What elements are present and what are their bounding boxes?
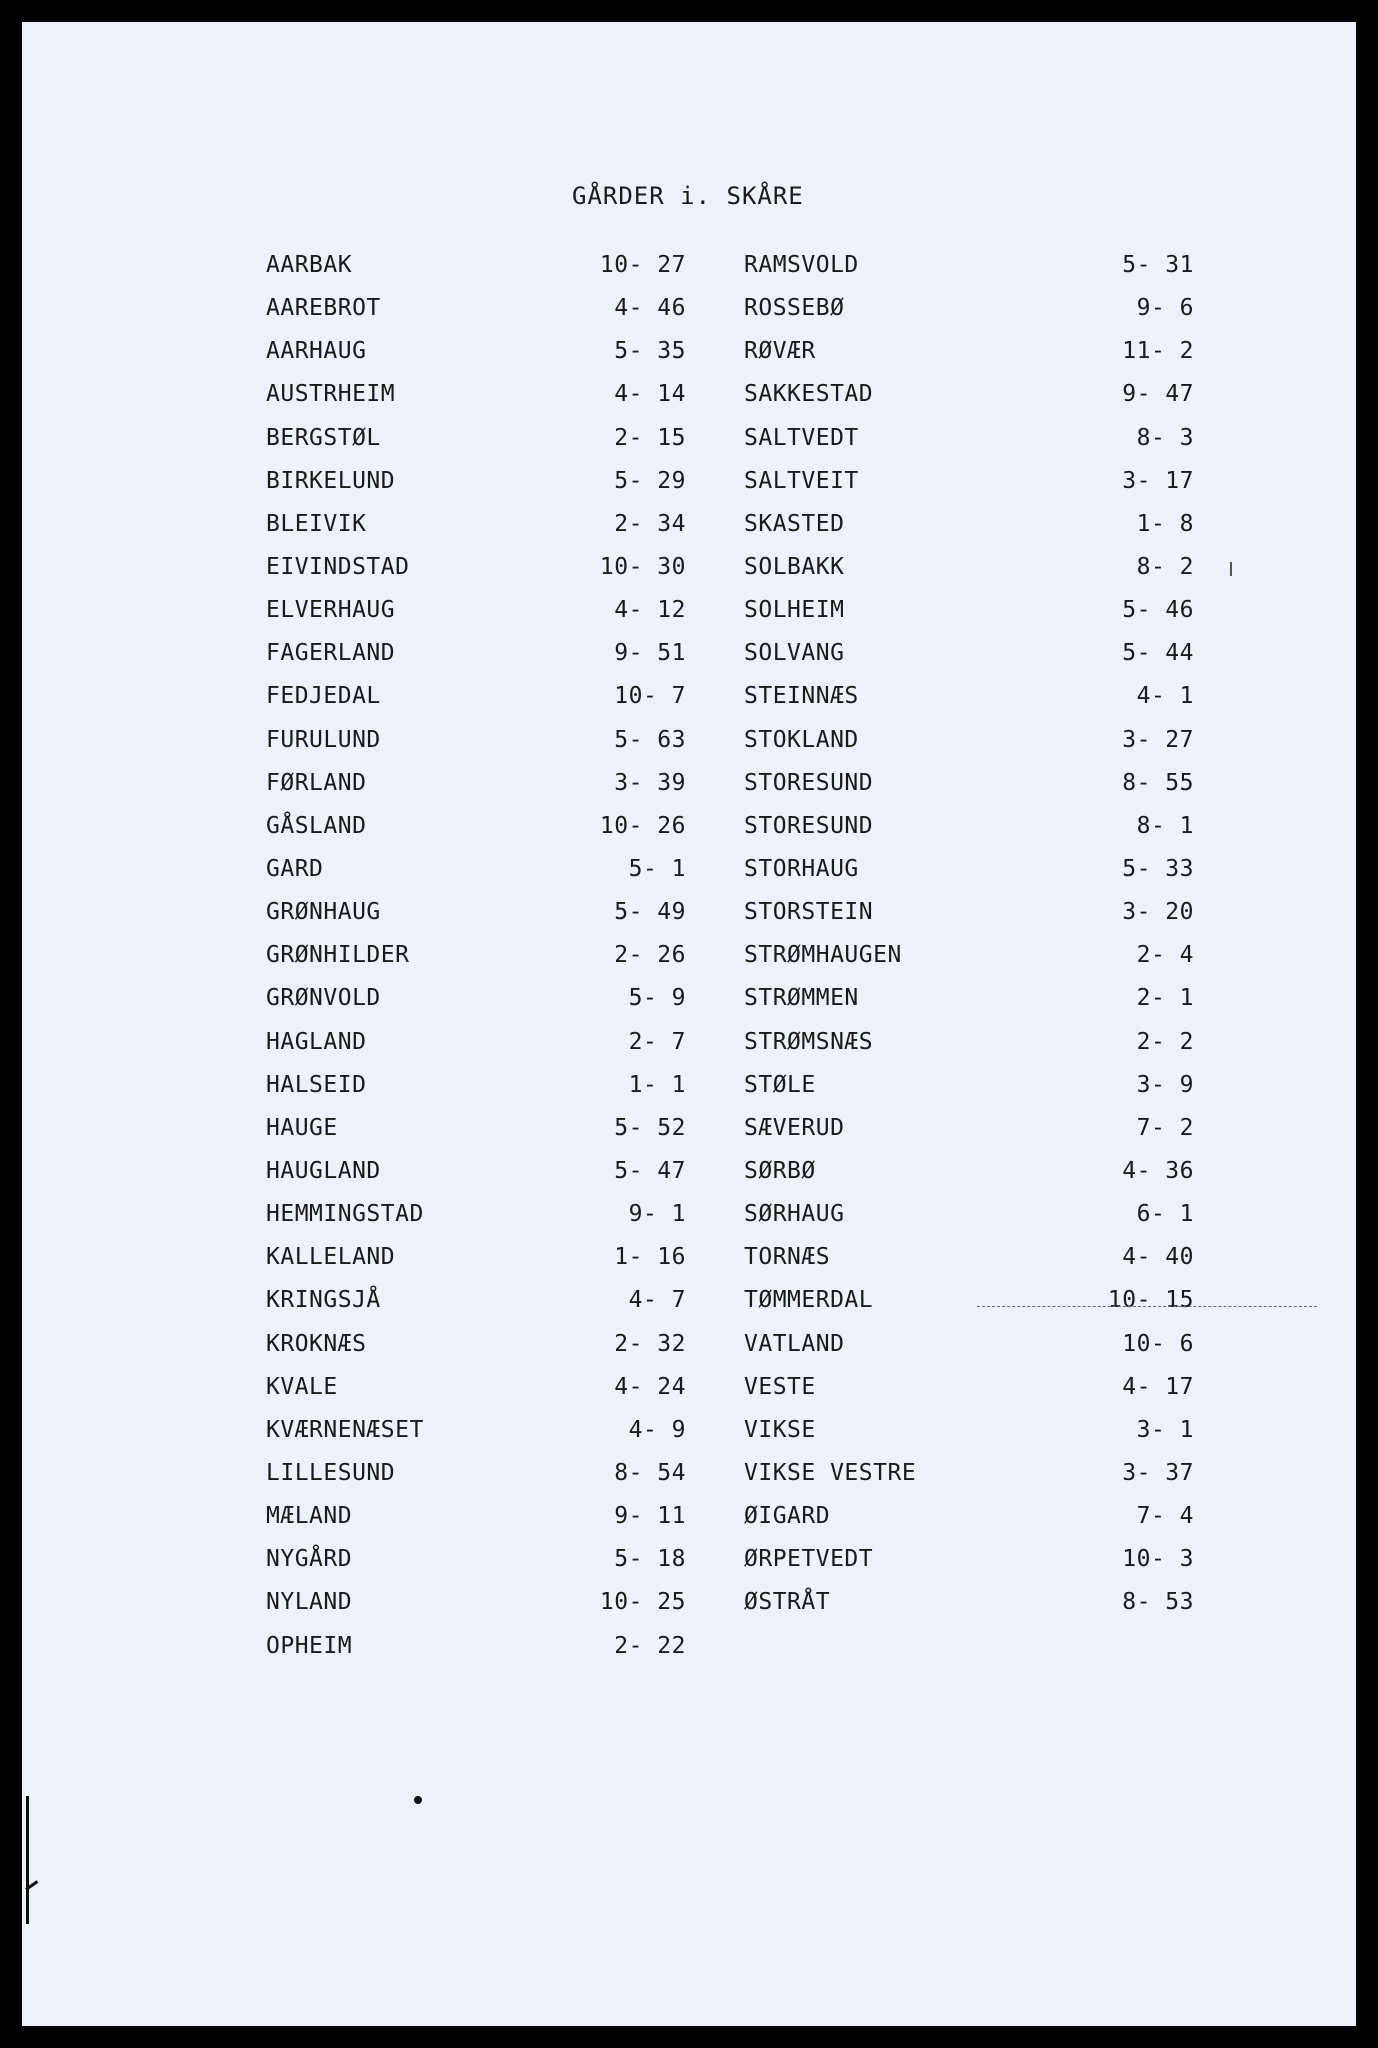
farm-number: 10- 3 xyxy=(1122,1546,1194,1573)
farm-number: 2- 22 xyxy=(614,1632,686,1659)
farm-name: OPHEIM xyxy=(266,1632,353,1659)
farm-name: TORNÆS xyxy=(744,1244,831,1271)
farm-name: FEDJEDAL xyxy=(266,683,381,710)
farm-name: ØSTRÅT xyxy=(744,1589,831,1616)
farm-number: 2- 1 xyxy=(1136,985,1194,1012)
farm-name: AARHAUG xyxy=(266,338,367,365)
farm-name: KVALE xyxy=(266,1373,338,1400)
farm-number: 5- 31 xyxy=(1122,252,1194,278)
farm-number: 5- 52 xyxy=(614,1114,686,1141)
farm-name: NYGÅRD xyxy=(266,1546,353,1573)
farm-name: ØIGARD xyxy=(744,1503,831,1530)
farm-number: 5- 47 xyxy=(614,1157,686,1184)
farm-name: ELVERHAUG xyxy=(266,597,396,624)
farm-number: 4- 36 xyxy=(1122,1157,1194,1184)
farm-name: ROSSEBØ xyxy=(744,295,845,322)
farm-name: STRØMMEN xyxy=(744,985,859,1012)
farm-number: 5- 33 xyxy=(1122,855,1194,882)
farm-name: STEINNÆS xyxy=(744,683,859,710)
farm-name: HAUGE xyxy=(266,1114,338,1141)
farm-name: STORESUND xyxy=(744,769,874,796)
farm-number: 8- 3 xyxy=(1136,424,1194,451)
farm-name: RØVÆR xyxy=(744,338,816,365)
farm-name: MÆLAND xyxy=(266,1503,353,1530)
farm-number: 2- 32 xyxy=(614,1330,686,1357)
farm-name: FØRLAND xyxy=(266,769,367,796)
farm-name: KROKNÆS xyxy=(266,1330,367,1357)
farm-name: AAREBROT xyxy=(266,295,381,322)
farm-name: STORHAUG xyxy=(744,855,859,882)
farm-number: 4- 46 xyxy=(614,295,686,322)
farm-name: SØRBØ xyxy=(744,1157,816,1184)
farm-number: 5- 1 xyxy=(628,855,686,882)
farm-number: 2- 15 xyxy=(614,424,686,451)
farm-number: 8- 55 xyxy=(1122,769,1194,796)
farm-number: 5- 63 xyxy=(614,726,686,753)
farm-number: 10- 25 xyxy=(599,1589,686,1616)
farm-number: 10- 27 xyxy=(599,252,686,278)
farm-number: 8- 54 xyxy=(614,1459,686,1486)
farm-name: AARBAK xyxy=(266,252,353,278)
farm-number: 8- 1 xyxy=(1136,812,1194,839)
farm-number: 3- 1 xyxy=(1136,1416,1194,1443)
farm-number: 9- 11 xyxy=(614,1503,686,1530)
dashed-rule xyxy=(977,1306,1317,1307)
farm-number: 4- 17 xyxy=(1122,1373,1194,1400)
farm-number: 2- 26 xyxy=(614,942,686,969)
farm-name: HALSEID xyxy=(266,1071,367,1098)
farm-number: 5- 46 xyxy=(1122,597,1194,624)
farm-number: 5- 49 xyxy=(614,899,686,926)
farm-name: VIKSE xyxy=(744,1416,816,1443)
farm-name: LILLESUND xyxy=(266,1459,396,1486)
farm-name: AUSTRHEIM xyxy=(266,381,396,408)
farm-number: 7- 2 xyxy=(1136,1114,1194,1141)
farm-number: 9- 47 xyxy=(1122,381,1194,408)
farm-number: 2- 34 xyxy=(614,510,686,537)
document-page xyxy=(22,22,1356,2026)
farm-number: 1- 1 xyxy=(628,1071,686,1098)
farm-name: BIRKELUND xyxy=(266,467,396,494)
farm-name: BLEIVIK xyxy=(266,510,367,537)
farm-number: 4- 12 xyxy=(614,597,686,624)
farm-name: SAKKESTAD xyxy=(744,381,874,408)
farm-name: EIVINDSTAD xyxy=(266,553,410,580)
farm-name: VESTE xyxy=(744,1373,816,1400)
farm-number: 7- 4 xyxy=(1136,1503,1194,1530)
farm-name: SALTVEIT xyxy=(744,467,859,494)
farm-number: 3- 17 xyxy=(1122,467,1194,494)
farm-number: 9- 6 xyxy=(1136,295,1194,322)
farm-name: KVÆRNENÆSET xyxy=(266,1416,424,1443)
farm-number: 10- 15 xyxy=(1107,1287,1194,1314)
ink-mark xyxy=(1230,562,1232,576)
farm-name: SOLVANG xyxy=(744,640,845,667)
farm-number: 3- 37 xyxy=(1122,1459,1194,1486)
farm-number: 9- 51 xyxy=(614,640,686,667)
farm-name: STORSTEIN xyxy=(744,899,874,926)
farm-name: FURULUND xyxy=(266,726,381,753)
farm-name: STOKLAND xyxy=(744,726,859,753)
farm-number: 4- 7 xyxy=(628,1287,686,1314)
farm-number: 3- 9 xyxy=(1136,1071,1194,1098)
ink-speck xyxy=(414,1796,422,1804)
farm-number: 6- 1 xyxy=(1136,1201,1194,1228)
farm-name: HEMMINGSTAD xyxy=(266,1201,424,1228)
farm-number: 5- 29 xyxy=(614,467,686,494)
farm-name: HAUGLAND xyxy=(266,1157,381,1184)
farm-number: 8- 53 xyxy=(1122,1589,1194,1616)
farm-number: 11- 2 xyxy=(1122,338,1194,365)
farm-name: STORESUND xyxy=(744,812,874,839)
farm-name: KALLELAND xyxy=(266,1244,396,1271)
farm-name: SØRHAUG xyxy=(744,1201,845,1228)
farm-number: 5- 44 xyxy=(1122,640,1194,667)
farm-number: 10- 6 xyxy=(1122,1330,1194,1357)
farm-name: SKASTED xyxy=(744,510,845,537)
farm-name: VIKSE VESTRE xyxy=(744,1459,917,1486)
farm-number: 5- 35 xyxy=(614,338,686,365)
farm-number: 2- 7 xyxy=(628,1028,686,1055)
farm-name: SALTVEDT xyxy=(744,424,859,451)
page-title: GÅRDER i. SKÅRE xyxy=(572,182,804,210)
farm-number: 5- 9 xyxy=(628,985,686,1012)
farm-name: STRØMSNÆS xyxy=(744,1028,874,1055)
farm-number: 3- 20 xyxy=(1122,899,1194,926)
farm-name: SÆVERUD xyxy=(744,1114,845,1141)
farm-name: HAGLAND xyxy=(266,1028,367,1055)
farm-name: STØLE xyxy=(744,1071,816,1098)
farm-number: 1- 16 xyxy=(614,1244,686,1271)
farm-number: 10- 7 xyxy=(614,683,686,710)
farm-number: 10- 26 xyxy=(599,812,686,839)
farm-number: 3- 39 xyxy=(614,769,686,796)
farm-number: 4- 9 xyxy=(628,1416,686,1443)
farm-name: STRØMHAUGEN xyxy=(744,942,902,969)
farm-name: NYLAND xyxy=(266,1589,353,1616)
farm-name: GRØNHAUG xyxy=(266,899,381,926)
farm-name: SOLBAKK xyxy=(744,553,845,580)
farm-name: KRINGSJÅ xyxy=(266,1287,381,1314)
farm-number: 2- 4 xyxy=(1136,942,1194,969)
farm-name: ØRPETVEDT xyxy=(744,1546,874,1573)
farm-number: 8- 2 xyxy=(1136,553,1194,580)
farm-number: 4- 1 xyxy=(1136,683,1194,710)
farm-number: 4- 24 xyxy=(614,1373,686,1400)
farm-number: 2- 2 xyxy=(1136,1028,1194,1055)
farm-name: SOLHEIM xyxy=(744,597,845,624)
farm-number: 5- 18 xyxy=(614,1546,686,1573)
farm-name: BERGSTØL xyxy=(266,424,381,451)
farm-number: 4- 40 xyxy=(1122,1244,1194,1271)
farm-name: GRØNVOLD xyxy=(266,985,381,1012)
farm-number: 3- 27 xyxy=(1122,726,1194,753)
farm-name: RAMSVOLD xyxy=(744,252,859,278)
farm-name: VATLAND xyxy=(744,1330,845,1357)
farm-number: 1- 8 xyxy=(1136,510,1194,537)
margin-mark xyxy=(26,1796,29,1924)
farm-name: TØMMERDAL xyxy=(744,1287,874,1314)
farm-number: 4- 14 xyxy=(614,381,686,408)
farm-name: FAGERLAND xyxy=(266,640,396,667)
farm-number: 9- 1 xyxy=(628,1201,686,1228)
farm-name: GÅSLAND xyxy=(266,812,367,839)
farm-name: GARD xyxy=(266,855,324,882)
farm-name: GRØNHILDER xyxy=(266,942,410,969)
farm-number: 10- 30 xyxy=(599,553,686,580)
